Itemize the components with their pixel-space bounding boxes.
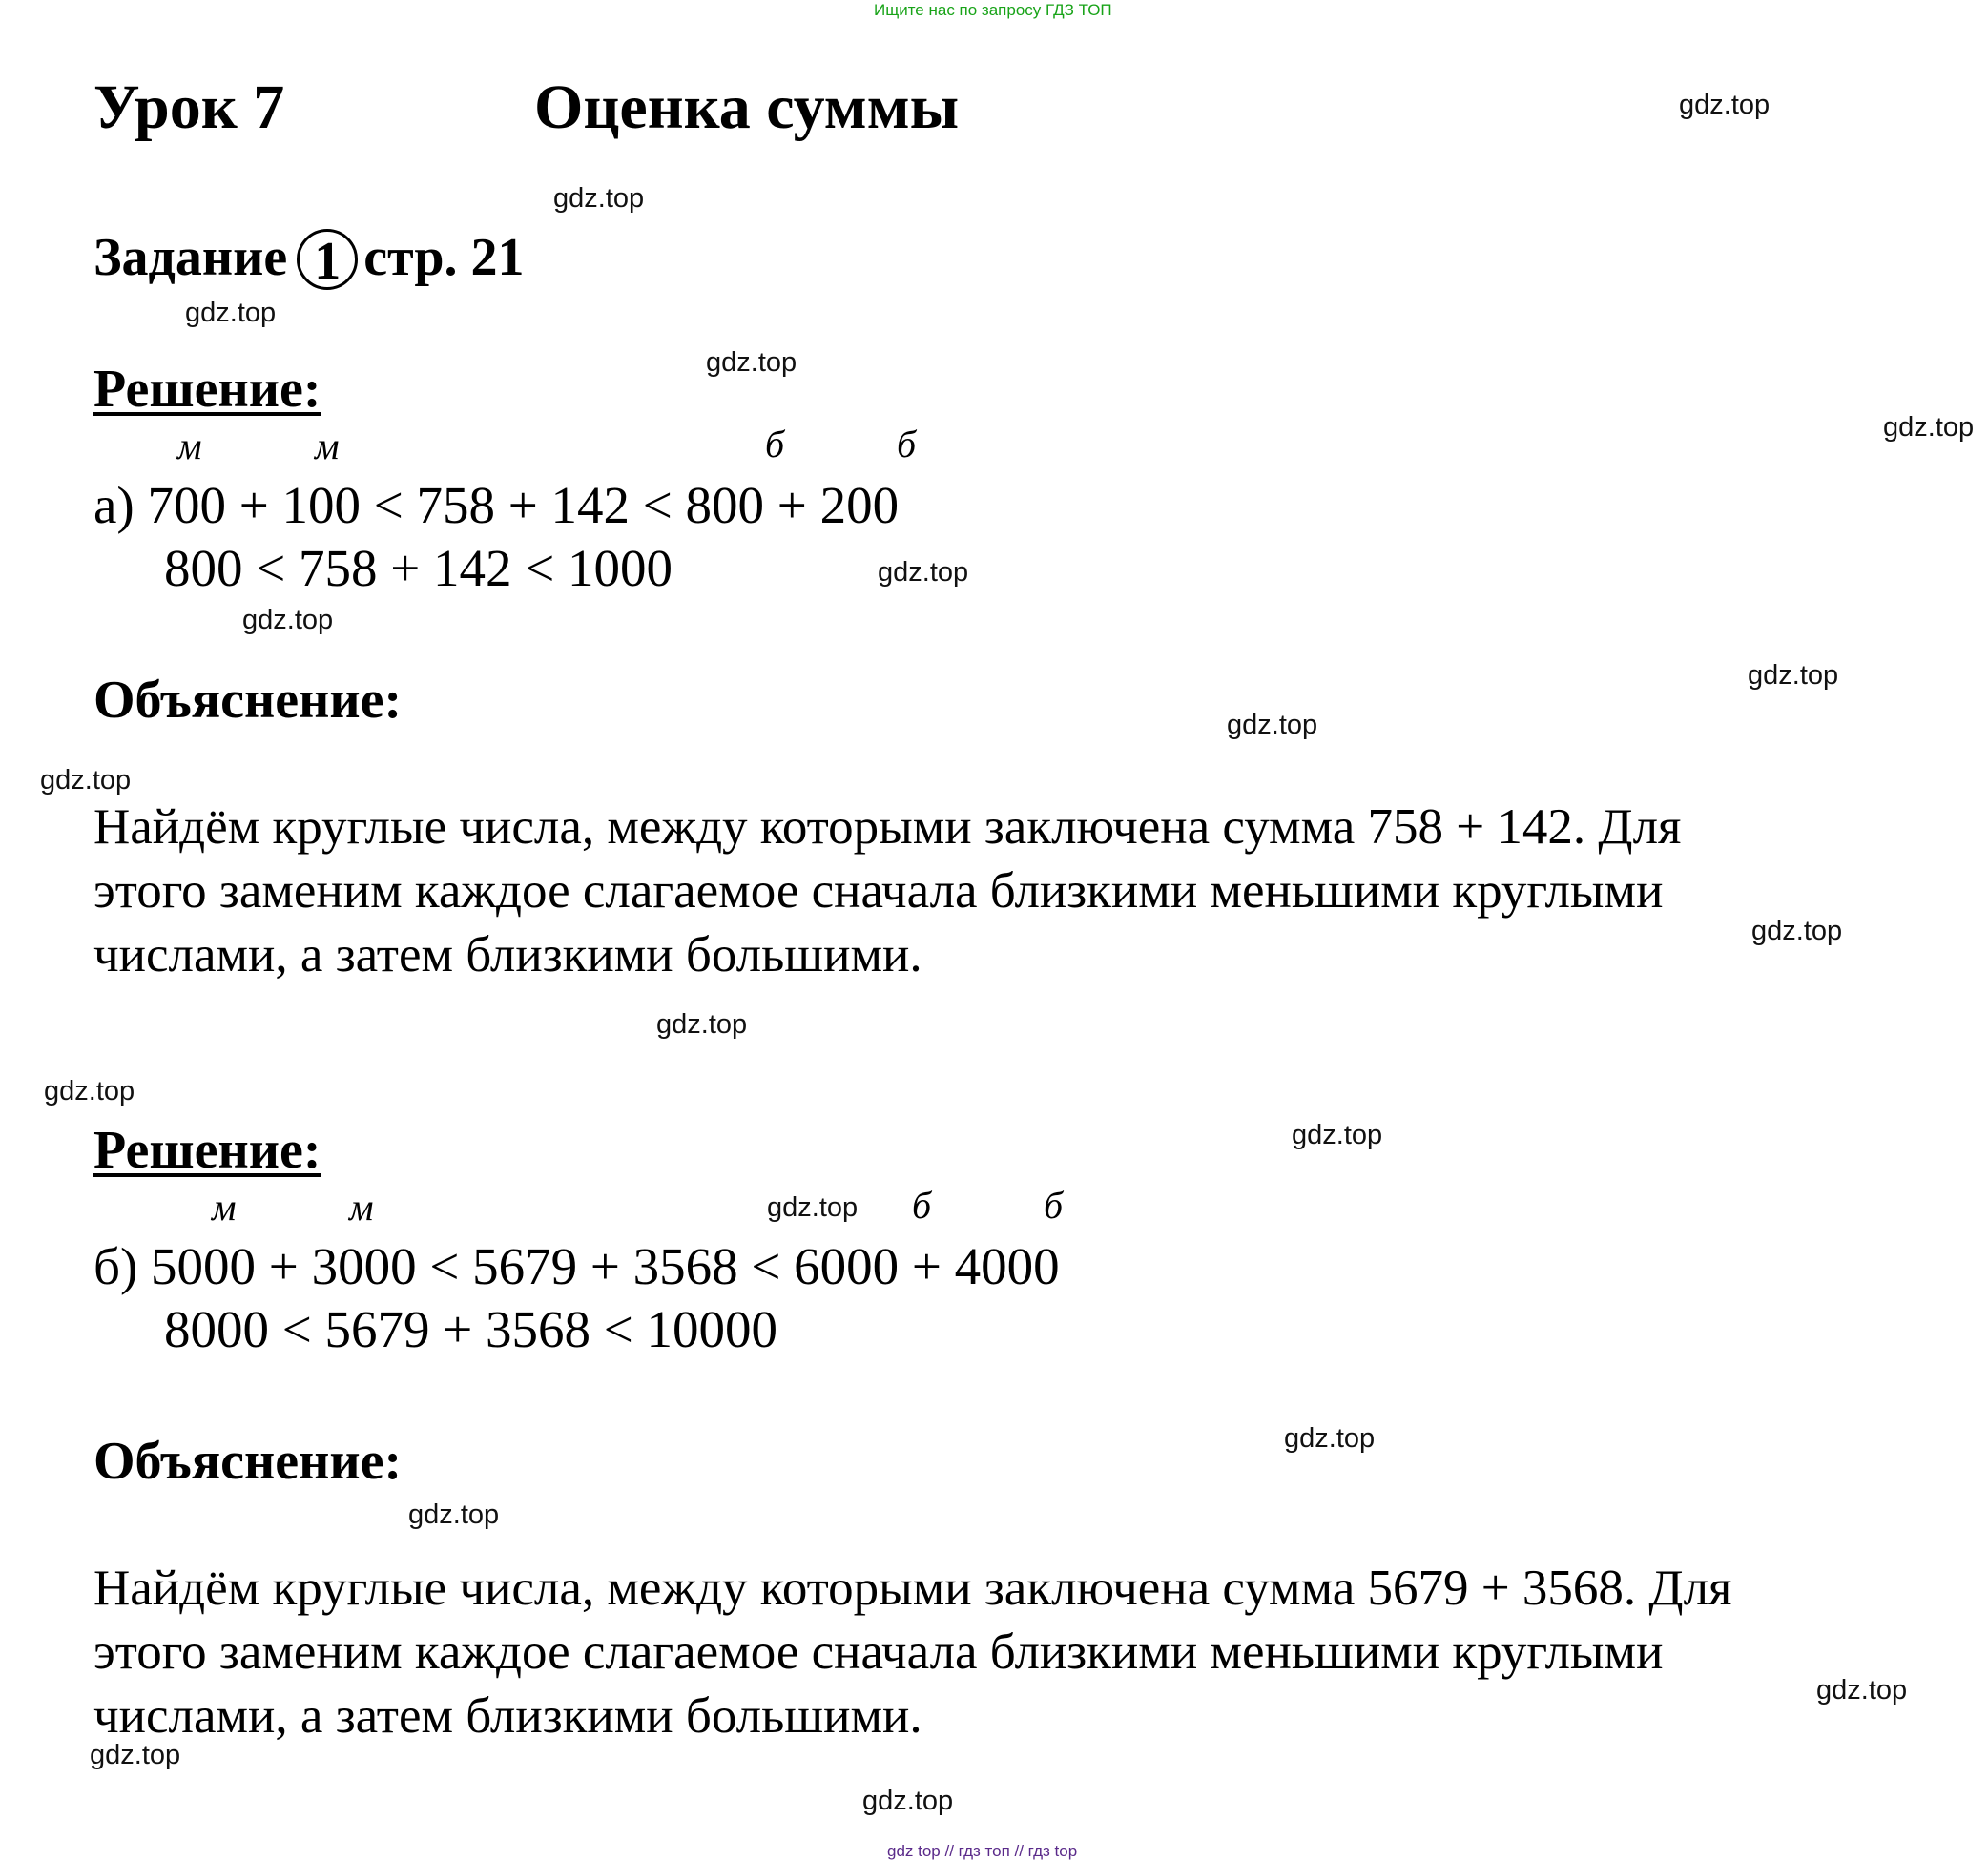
watermark: gdz.top	[1751, 916, 1843, 946]
explanation-a-line-2: этого заменим каждое слагаемое сначала близкими меньшими круглыми	[93, 863, 1664, 919]
mark-more-b2: б	[1044, 1184, 1064, 1227]
solution-line-b1: б) 5000 + 3000 < 5679 + 3568 < 6000 + 4000	[93, 1237, 1060, 1295]
mark-more-a2: б	[897, 423, 917, 465]
explanation-text-b	[93, 1557, 1731, 1748]
mark-more-a1: б	[765, 423, 785, 465]
watermark: gdz.top	[656, 1009, 748, 1040]
watermark: gdz.top	[1284, 1423, 1376, 1454]
explanation-a-line-1: Найдём круглые числа, между которыми заключена сумма 758 + 142. Для	[93, 799, 1682, 855]
watermark: gdz.top	[1292, 1120, 1383, 1150]
watermark: gdz.top	[1816, 1675, 1908, 1706]
solution-heading-a: Решение:	[93, 360, 321, 419]
mark-more-b1: б	[912, 1184, 932, 1227]
explanation-a-line-3: числами, а затем близкими большими.	[93, 927, 922, 982]
solution-line-a2: 800 < 758 + 142 < 1000	[164, 539, 673, 597]
watermark: gdz.top	[1748, 660, 1839, 691]
watermark: gdz.top	[553, 183, 645, 214]
watermark: gdz.top	[1883, 412, 1975, 443]
task-header	[93, 229, 524, 290]
task-page: стр. 21	[363, 228, 525, 287]
lesson-number: Урок 7	[93, 72, 285, 142]
explanation-b-line-3: числами, а затем близкими большими.	[93, 1688, 922, 1744]
watermark: gdz.top	[1227, 710, 1318, 740]
task-label: Задание	[93, 228, 288, 287]
watermark: gdz.top	[44, 1076, 135, 1106]
mark-less-a1: м	[177, 424, 202, 467]
task-number-circle: 1	[297, 229, 358, 290]
watermark: gdz.top	[1679, 90, 1771, 120]
lesson-title: Оценка суммы	[534, 72, 960, 142]
watermark: gdz.top	[185, 298, 277, 328]
watermark: gdz.top	[40, 765, 132, 796]
watermark: gdz.top	[90, 1740, 181, 1770]
watermark: gdz.top	[242, 605, 334, 635]
mark-less-a2: м	[315, 424, 340, 467]
solution-line-b2: 8000 < 5679 + 3568 < 10000	[164, 1300, 778, 1358]
mark-less-b1: м	[212, 1186, 237, 1229]
watermark: gdz.top	[408, 1499, 500, 1530]
explanation-text-a	[93, 796, 1681, 987]
explanation-heading-b: Объяснение:	[93, 1432, 403, 1491]
solution-heading-b: Решение:	[93, 1121, 321, 1180]
watermark: gdz.top	[767, 1192, 859, 1223]
explanation-b-line-1: Найдём круглые числа, между которыми заключена сумма 5679 + 3568. Для	[93, 1561, 1732, 1616]
footer-links: gdz top // гдз топ // гдз top	[887, 1842, 1078, 1860]
search-hint: Ищите нас по запросу ГДЗ ТОП	[874, 1, 1112, 19]
mark-less-b2: м	[349, 1186, 374, 1229]
watermark: gdz.top	[862, 1786, 954, 1816]
solution-line-a1: а) 700 + 100 < 758 + 142 < 800 + 200	[93, 476, 900, 534]
explanation-b-line-2: этого заменим каждое слагаемое сначала близкими меньшими круглыми	[93, 1624, 1664, 1680]
explanation-heading-a: Объяснение:	[93, 671, 403, 730]
watermark: gdz.top	[878, 557, 969, 588]
watermark: gdz.top	[706, 347, 797, 378]
